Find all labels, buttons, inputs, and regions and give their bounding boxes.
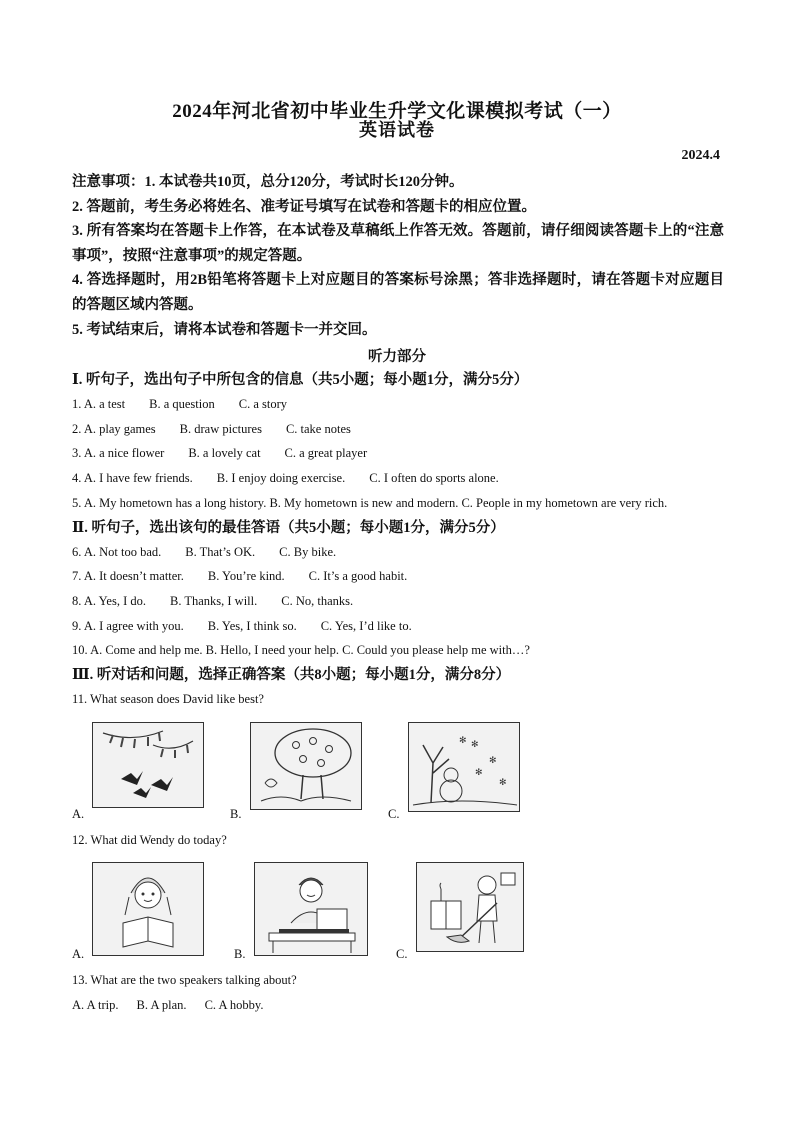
option-b: B. Thanks, I will. [169, 593, 258, 608]
option-label: A. [72, 947, 85, 962]
option-label: A. [72, 806, 85, 821]
girl-reading-picture [92, 862, 204, 956]
option-a: A. play games [83, 421, 156, 436]
svg-text:✻: ✻ [475, 767, 483, 778]
svg-text:✻: ✻ [499, 777, 507, 788]
question-4 [72, 466, 724, 491]
option-c: C. No, thanks. [281, 593, 354, 608]
svg-text:✻: ✻ [459, 735, 467, 746]
option-c: C. By bike. [279, 544, 337, 559]
swallows-willow-picture [92, 722, 204, 808]
question-5 [72, 491, 724, 516]
option-a: A. It doesn’t matter. [83, 569, 184, 584]
option-a: A. Yes, I do. [83, 593, 146, 608]
option-label: C. [396, 947, 408, 962]
question-12: 12. What did Wendy do today? [72, 832, 227, 847]
instruction-1: 注意事项：1. 本试卷共10页，总分120分，考试时长120分钟。 [72, 174, 464, 190]
instruction-5: 5. 考试结束后，请将本试卷和答题卡一并交回。 [72, 321, 377, 338]
option-label: B. [234, 947, 246, 962]
instruction-2: 2. 答题前，考生务必将姓名、准考证号填写在试卷和答题卡的相应位置。 [72, 198, 536, 215]
option-c: C. take notes [285, 421, 351, 436]
instruction-4: 4. 答选择题时，用2B铅笔将答题卡上对应题目的答案标号涂黑；答非选择题时，请在答题卡对应题目的答题区域内答题。 [72, 272, 724, 313]
question-number: 9. [72, 618, 82, 633]
option-a: A. A trip. [72, 998, 119, 1013]
listening-title: 听力部分 [368, 349, 426, 365]
boy-computer-picture [254, 862, 368, 956]
option-b: B. You’re kind. [207, 569, 285, 584]
question-12-pictures [72, 856, 724, 962]
option-b: B. draw pictures [179, 421, 262, 436]
option-c: C. Could you please help me with…? [342, 643, 530, 658]
question-11: 11. What season does David like best? [72, 692, 264, 707]
section-1-heading: Ⅰ. 听句子，选出句子中所包含的信息（共5小题；每小题1分，满分5分） [72, 372, 529, 388]
option-b: B. That’s OK. [185, 544, 256, 559]
option-a: A. My hometown has a long history. [83, 495, 267, 510]
question-8 [72, 589, 724, 614]
instruction-3: 3. 所有答案均在答题卡上作答，在本试卷及草稿纸上作答无效。答题前，请仔细阅读答题卡上的“注意事项”，按照“注意事项”的规定答题。 [72, 223, 724, 264]
option-b: B. a question [149, 397, 215, 411]
question-2 [72, 417, 724, 442]
option-c: C. a great player [284, 446, 368, 461]
option-c: C. People in my hometown are very rich. [461, 495, 668, 510]
option-b: B. Yes, I think so. [207, 618, 297, 633]
option-a: A. Come and help me. [90, 643, 203, 658]
option-c: C. a story [238, 397, 288, 411]
option-label: C. [388, 806, 400, 821]
option-label: B. [230, 806, 242, 821]
q11-option-c[interactable] [388, 716, 538, 822]
question-6 [72, 540, 724, 565]
question-number: 2. [72, 421, 82, 436]
option-a: A. a test [83, 397, 126, 411]
option-a: A. Not too bad. [83, 544, 162, 559]
question-7 [72, 564, 724, 589]
option-b: B. I enjoy doing exercise. [216, 471, 346, 486]
question-13-options [72, 993, 724, 1018]
exam-date: 2024.4 [681, 148, 720, 163]
svg-text:✻: ✻ [489, 755, 497, 766]
question-number: 4. [72, 471, 82, 486]
option-b: B. A plan. [136, 998, 187, 1013]
question-3 [72, 441, 724, 466]
question-number: 5. [72, 495, 82, 510]
question-13: 13. What are the two speakers talking about? [72, 973, 297, 988]
question-number: 10. [72, 643, 88, 658]
q11-option-a[interactable] [72, 716, 212, 822]
question-9 [72, 614, 724, 639]
snowman-picture [408, 722, 520, 812]
svg-text:✻: ✻ [471, 739, 479, 750]
option-a: A. a nice flower [83, 446, 165, 461]
option-b: B. My hometown is new and modern. [269, 495, 459, 510]
instructions [72, 170, 724, 342]
option-c: C. A hobby. [204, 998, 264, 1013]
questions-area [72, 368, 724, 1018]
option-c: C. Yes, I’d like to. [320, 618, 412, 633]
option-c: C. It’s a good habit. [308, 569, 408, 584]
question-number: 7. [72, 569, 82, 584]
exam-title: 2024年河北省初中毕业生升学文化课模拟考试（一） [172, 101, 622, 122]
question-10 [72, 638, 724, 663]
question-number: 8. [72, 593, 82, 608]
q12-option-b[interactable] [234, 856, 374, 962]
question-11-pictures [72, 716, 724, 822]
option-a: A. I have few friends. [83, 471, 193, 486]
question-number: 3. [72, 446, 82, 461]
question-number: 6. [72, 544, 82, 559]
section-2-heading: Ⅱ. 听句子，选出该句的最佳答语（共5小题；每小题1分，满分5分） [72, 519, 505, 536]
option-b: B. a lovely cat [188, 446, 261, 461]
apple-tree-picture [250, 722, 362, 810]
q12-option-c[interactable] [396, 856, 546, 962]
option-a: A. I agree with you. [83, 618, 184, 633]
question-number: 1. [72, 397, 82, 411]
q11-option-b[interactable] [230, 716, 370, 822]
exam-subtitle: 英语试卷 [359, 120, 435, 140]
option-c: C. I often do sports alone. [369, 471, 499, 486]
option-b: B. Hello, I need your help. [205, 643, 339, 658]
question-1 [72, 392, 724, 417]
q12-option-a[interactable] [72, 856, 212, 962]
section-3-heading: Ⅲ. 听对话和问题，选择正确答案（共8小题；每小题1分，满分8分） [72, 667, 511, 684]
girl-sweeping-picture [416, 862, 524, 952]
